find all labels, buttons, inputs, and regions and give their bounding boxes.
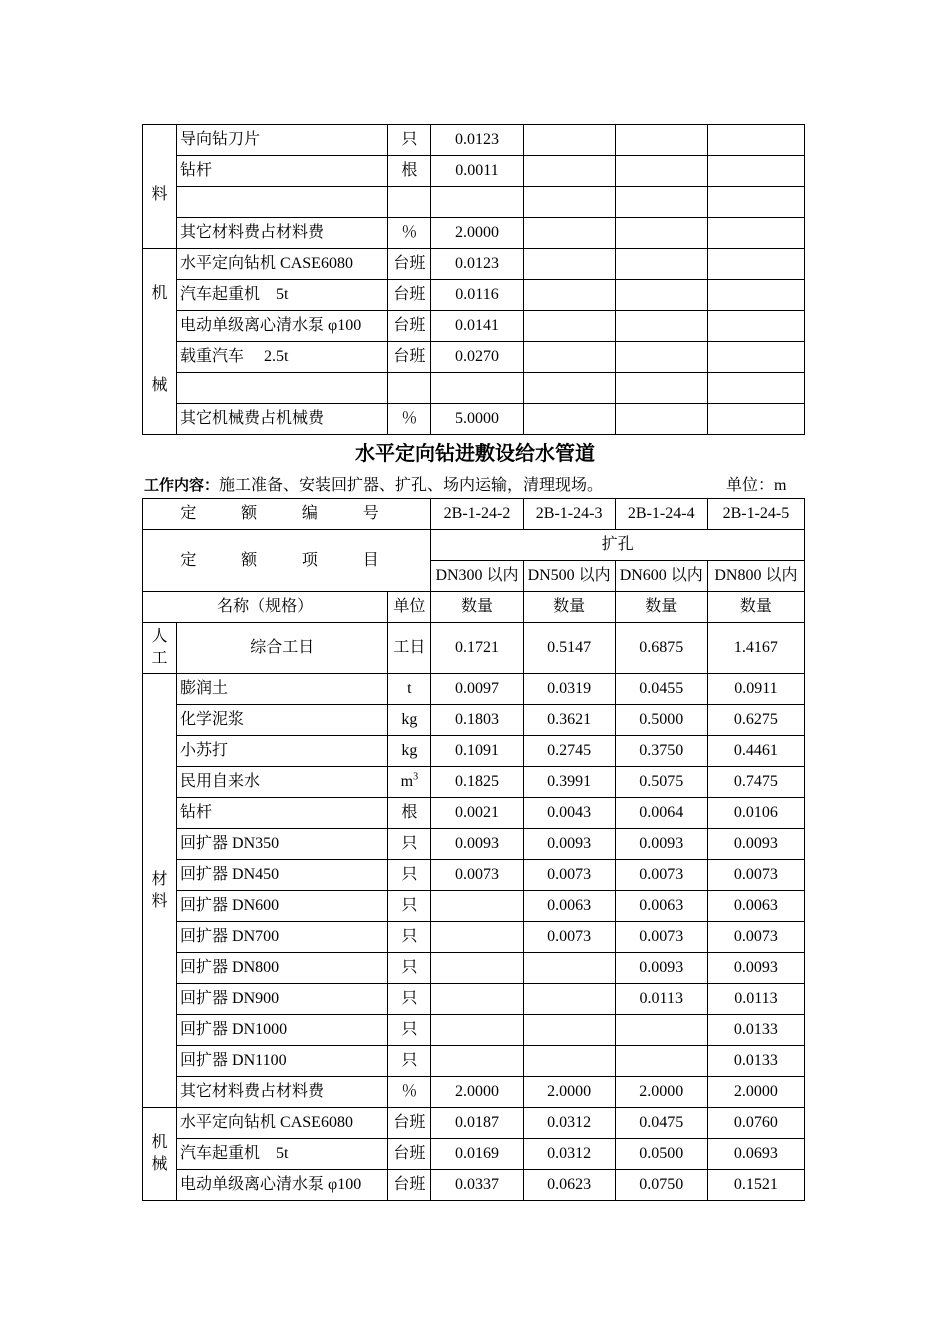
material-row-unit-text: kg <box>401 711 418 728</box>
labor-category-char: 人 <box>151 628 168 645</box>
empty-cell <box>615 280 707 311</box>
material-row <box>143 922 805 953</box>
material-row <box>143 1077 805 1108</box>
material-row-value: 2.0000 <box>615 1077 707 1108</box>
material-row <box>143 218 805 249</box>
header-row <box>143 592 805 623</box>
material-row-value <box>523 984 615 1015</box>
material-row-value: 0.0093 <box>707 953 804 984</box>
material-row-value: 0.0073 <box>707 860 804 891</box>
material-row-value: 0.3621 <box>523 705 615 736</box>
empty-cell <box>523 404 615 435</box>
code-cell: 2B-1-24-2 <box>431 499 523 530</box>
material-row-name: 回扩器 DN900 <box>177 984 388 1015</box>
material-value: 0.0123 <box>431 125 523 156</box>
machine-row-name: 汽车起重机 5t <box>177 1139 388 1170</box>
material-row-name: 回扩器 DN1000 <box>177 1015 388 1046</box>
material-name <box>177 187 388 218</box>
labor-unit: 工日 <box>388 623 431 674</box>
unit-header: 单位 <box>388 592 431 623</box>
material-value: 2.0000 <box>431 218 523 249</box>
qty-header: 数量 <box>707 592 804 623</box>
material-row <box>143 891 805 922</box>
machine-name: 电动单级离心清水泵 φ100 <box>177 311 388 342</box>
material-row-unit <box>388 1077 431 1108</box>
material-row <box>143 829 805 860</box>
material-row-unit-text: kg <box>401 742 418 759</box>
machine-unit: 台班 <box>388 311 431 342</box>
work-content <box>144 472 603 495</box>
material-row-unit-text: 只 <box>401 959 418 976</box>
machine-row-unit <box>388 1108 431 1139</box>
material-row-unit-text: m <box>400 773 414 790</box>
material-row-value: 0.0063 <box>707 891 804 922</box>
material-row-value <box>431 891 523 922</box>
machine-category-char: 机 <box>151 285 168 302</box>
material-unit: ％ <box>388 218 431 249</box>
empty-cell <box>615 156 707 187</box>
machine-unit: 台班 <box>388 342 431 373</box>
material-row-value <box>523 1046 615 1077</box>
name-header: 名称（规格） <box>143 592 388 623</box>
machine-row <box>143 373 805 404</box>
material-row-value <box>431 953 523 984</box>
material-row-unit-text: 只 <box>401 1052 418 1069</box>
material-row-value: 0.0113 <box>707 984 804 1015</box>
machine-row-unit <box>388 1170 431 1201</box>
code-label: 定 额 编 号 <box>143 499 431 530</box>
material-category: 料 <box>143 125 177 249</box>
material-row-value: 0.0043 <box>523 798 615 829</box>
machine-value: 0.0123 <box>431 249 523 280</box>
machine-row-value: 0.1521 <box>707 1170 804 1201</box>
material-row-value: 0.0133 <box>707 1046 804 1077</box>
material-row <box>143 705 805 736</box>
labor-value: 0.6875 <box>615 623 707 674</box>
material-row-unit-text: 只 <box>401 928 418 945</box>
material-row-value: 0.6275 <box>707 705 804 736</box>
empty-cell <box>523 156 615 187</box>
material-row-value: 0.1091 <box>431 736 523 767</box>
material-row-unit-text: 根 <box>401 804 418 821</box>
machine-row <box>143 342 805 373</box>
material-row-name: 其它材料费占材料费 <box>177 1077 388 1108</box>
material-row-value: 0.0021 <box>431 798 523 829</box>
machine-row-value: 0.0623 <box>523 1170 615 1201</box>
material-row-unit <box>388 922 431 953</box>
machine-value: 5.0000 <box>431 404 523 435</box>
empty-cell <box>707 311 804 342</box>
material-unit: 根 <box>388 156 431 187</box>
machine-row-value: 0.0760 <box>707 1108 804 1139</box>
group-label: 扩孔 <box>431 530 805 561</box>
machine-row-value: 0.0337 <box>431 1170 523 1201</box>
machine-name: 其它机械费占机械费 <box>177 404 388 435</box>
code-cell: 2B-1-24-4 <box>615 499 707 530</box>
material-unit <box>388 187 431 218</box>
material-row-unit <box>388 705 431 736</box>
item-row <box>143 530 805 561</box>
machine-row <box>143 311 805 342</box>
material-row-value <box>431 1046 523 1077</box>
empty-cell <box>707 156 804 187</box>
material-row-unit <box>388 736 431 767</box>
material-row-name: 小苏打 <box>177 736 388 767</box>
material-row-value: 0.5075 <box>615 767 707 798</box>
material-row-name: 回扩器 DN350 <box>177 829 388 860</box>
empty-cell <box>707 373 804 404</box>
empty-cell <box>523 280 615 311</box>
machine-row-name: 水平定向钻机 CASE6080 <box>177 1108 388 1139</box>
material-row-unit-text: 只 <box>401 866 418 883</box>
material-row-unit-sup: 3 <box>413 771 419 783</box>
machine-row <box>143 249 805 280</box>
machine-name: 载重汽车 2.5t <box>177 342 388 373</box>
material-row-value <box>431 1015 523 1046</box>
unit-label: 单位：m <box>726 477 787 494</box>
material-row-unit-text: t <box>407 680 412 697</box>
empty-cell <box>615 373 707 404</box>
material-row-value <box>523 1015 615 1046</box>
material-row-unit-text: 只 <box>401 897 418 914</box>
material-category-char: 料 <box>151 892 168 910</box>
machine-row-value: 0.0169 <box>431 1139 523 1170</box>
material-row-value: 0.0073 <box>523 922 615 953</box>
labor-value: 0.1721 <box>431 623 523 674</box>
machine-row <box>143 1139 805 1170</box>
material-row-value <box>615 1015 707 1046</box>
material-row-unit <box>388 860 431 891</box>
empty-cell <box>707 125 804 156</box>
material-row-value: 0.0073 <box>615 922 707 953</box>
material-row <box>143 1015 805 1046</box>
material-row <box>143 736 805 767</box>
material-row-value: 0.0073 <box>615 860 707 891</box>
material-name: 钻杆 <box>177 156 388 187</box>
code-cell: 2B-1-24-5 <box>707 499 804 530</box>
material-row-value: 0.0455 <box>615 674 707 705</box>
machine-value: 0.0141 <box>431 311 523 342</box>
material-category-char: 材 <box>151 870 168 888</box>
machine-category <box>143 1108 177 1201</box>
machine-name: 汽车起重机 5t <box>177 280 388 311</box>
machine-row-value: 0.0312 <box>523 1108 615 1139</box>
machine-category-char: 械 <box>151 1156 168 1173</box>
material-row-value: 0.0319 <box>523 674 615 705</box>
material-row-value <box>431 984 523 1015</box>
material-row-value: 0.0073 <box>523 860 615 891</box>
machine-name <box>177 373 388 404</box>
machine-unit: 台班 <box>388 280 431 311</box>
material-row-value: 0.0073 <box>707 922 804 953</box>
machine-row-value: 0.0500 <box>615 1139 707 1170</box>
material-row-unit <box>388 984 431 1015</box>
machine-unit: ％ <box>388 404 431 435</box>
material-row-unit <box>388 829 431 860</box>
code-cell: 2B-1-24-3 <box>523 499 615 530</box>
section-title: 水平定向钻进敷设给水管道 <box>355 441 595 465</box>
material-row <box>143 156 805 187</box>
empty-cell <box>615 342 707 373</box>
material-row-name: 回扩器 DN1100 <box>177 1046 388 1077</box>
material-row <box>143 674 805 705</box>
material-row <box>143 860 805 891</box>
continued-quota-table <box>142 124 805 435</box>
empty-cell <box>615 125 707 156</box>
work-content-text: 施工准备、安装回扩器、扩孔、场内运输，清理现场。 <box>219 477 604 494</box>
material-row-unit-text: 只 <box>401 835 418 852</box>
material-row-value: 0.0063 <box>523 891 615 922</box>
labor-name: 综合工日 <box>177 623 388 674</box>
material-name: 其它材料费占材料费 <box>177 218 388 249</box>
material-row-name: 化学泥浆 <box>177 705 388 736</box>
labor-row <box>143 623 805 674</box>
material-row <box>143 187 805 218</box>
qty-header: 数量 <box>615 592 707 623</box>
material-row-value: 0.0093 <box>707 829 804 860</box>
empty-cell <box>707 218 804 249</box>
empty-cell <box>615 249 707 280</box>
material-row-value: 0.0073 <box>431 860 523 891</box>
qty-header: 数量 <box>523 592 615 623</box>
item-label: 定 额 项 目 <box>143 530 431 592</box>
empty-cell <box>615 404 707 435</box>
material-row-value: 0.4461 <box>707 736 804 767</box>
material-value: 0.0011 <box>431 156 523 187</box>
material-row-value: 2.0000 <box>431 1077 523 1108</box>
material-row <box>143 953 805 984</box>
machine-row-unit-text: 台班 <box>393 1114 426 1131</box>
empty-cell <box>707 280 804 311</box>
empty-cell <box>707 342 804 373</box>
machine-row-value: 0.0475 <box>615 1108 707 1139</box>
material-row-unit <box>388 1015 431 1046</box>
material-row-value <box>615 1046 707 1077</box>
labor-value: 1.4167 <box>707 623 804 674</box>
machine-unit: 台班 <box>388 249 431 280</box>
empty-cell <box>707 187 804 218</box>
material-row-value: 0.0093 <box>431 829 523 860</box>
material-name: 导向钻刀片 <box>177 125 388 156</box>
material-row <box>143 125 805 156</box>
material-row <box>143 984 805 1015</box>
material-row-name: 回扩器 DN800 <box>177 953 388 984</box>
machine-value <box>431 373 523 404</box>
material-row-value: 2.0000 <box>707 1077 804 1108</box>
material-row <box>143 1046 805 1077</box>
machine-row-name: 电动单级离心清水泵 φ100 <box>177 1170 388 1201</box>
material-row-value: 0.0106 <box>707 798 804 829</box>
material-row-value: 0.7475 <box>707 767 804 798</box>
material-row-value: 0.3750 <box>615 736 707 767</box>
machine-category-char: 机 <box>151 1134 168 1151</box>
size-cell: DN500 以内 <box>523 561 615 592</box>
labor-category <box>143 623 177 674</box>
material-row-name: 膨润土 <box>177 674 388 705</box>
machine-value: 0.0270 <box>431 342 523 373</box>
material-row-value: 2.0000 <box>523 1077 615 1108</box>
material-row-unit-text: 只 <box>401 1021 418 1038</box>
machine-row-value: 0.0312 <box>523 1139 615 1170</box>
size-cell: DN600 以内 <box>615 561 707 592</box>
machine-value: 0.0116 <box>431 280 523 311</box>
empty-cell <box>523 125 615 156</box>
code-row <box>143 499 805 530</box>
work-content-label: 工作内容： <box>144 476 220 494</box>
material-row-value: 0.1803 <box>431 705 523 736</box>
material-row-name: 回扩器 DN600 <box>177 891 388 922</box>
empty-cell <box>523 311 615 342</box>
empty-cell <box>615 218 707 249</box>
material-row-value: 0.0097 <box>431 674 523 705</box>
machine-row <box>143 1170 805 1201</box>
machine-row-value: 0.0187 <box>431 1108 523 1139</box>
material-row-unit-text: 只 <box>401 990 418 1007</box>
material-row-value <box>523 953 615 984</box>
size-cell: DN300 以内 <box>431 561 523 592</box>
labor-value: 0.5147 <box>523 623 615 674</box>
machine-row <box>143 280 805 311</box>
empty-cell <box>523 218 615 249</box>
material-row-value: 0.0093 <box>615 829 707 860</box>
machine-row <box>143 404 805 435</box>
material-row-value: 0.0113 <box>615 984 707 1015</box>
labor-category-char: 工 <box>151 650 168 667</box>
material-row <box>143 767 805 798</box>
material-row-value: 0.3991 <box>523 767 615 798</box>
material-value <box>431 187 523 218</box>
machine-row <box>143 1108 805 1139</box>
machine-row-unit <box>388 1139 431 1170</box>
material-category <box>143 674 177 1108</box>
machine-unit <box>388 373 431 404</box>
machine-category-char: 械 <box>151 377 168 394</box>
machine-name: 水平定向钻机 CASE6080 <box>177 249 388 280</box>
material-row-value <box>431 922 523 953</box>
material-row-value: 0.5000 <box>615 705 707 736</box>
material-row-unit <box>388 891 431 922</box>
material-row-unit <box>388 1046 431 1077</box>
material-row-name: 回扩器 DN450 <box>177 860 388 891</box>
material-row-value: 0.0093 <box>615 953 707 984</box>
material-row-name: 民用自来水 <box>177 767 388 798</box>
material-unit: 只 <box>388 125 431 156</box>
material-row <box>143 798 805 829</box>
machine-row-unit-text: 台班 <box>393 1145 426 1162</box>
quota-table <box>142 498 805 1201</box>
machine-row-unit-text: 台班 <box>393 1176 426 1193</box>
machine-row-value: 0.0750 <box>615 1170 707 1201</box>
empty-cell <box>707 404 804 435</box>
material-row-value: 0.1825 <box>431 767 523 798</box>
material-row-name: 回扩器 DN700 <box>177 922 388 953</box>
material-row-unit-text: ％ <box>401 1083 418 1100</box>
empty-cell <box>523 187 615 218</box>
material-row-value: 0.0063 <box>615 891 707 922</box>
empty-cell <box>615 187 707 218</box>
machine-category <box>143 249 177 435</box>
material-row-unit <box>388 798 431 829</box>
material-row-unit <box>388 953 431 984</box>
material-row-value: 0.0064 <box>615 798 707 829</box>
material-row-unit <box>388 767 431 798</box>
empty-cell <box>523 249 615 280</box>
material-row-value: 0.0911 <box>707 674 804 705</box>
material-row-value: 0.0133 <box>707 1015 804 1046</box>
qty-header: 数量 <box>431 592 523 623</box>
empty-cell <box>615 311 707 342</box>
material-row-value: 0.2745 <box>523 736 615 767</box>
material-row-name: 钻杆 <box>177 798 388 829</box>
machine-row-value: 0.0693 <box>707 1139 804 1170</box>
empty-cell <box>523 373 615 404</box>
size-cell: DN800 以内 <box>707 561 804 592</box>
empty-cell <box>523 342 615 373</box>
material-row-value: 0.0093 <box>523 829 615 860</box>
empty-cell <box>707 249 804 280</box>
material-row-unit <box>388 674 431 705</box>
